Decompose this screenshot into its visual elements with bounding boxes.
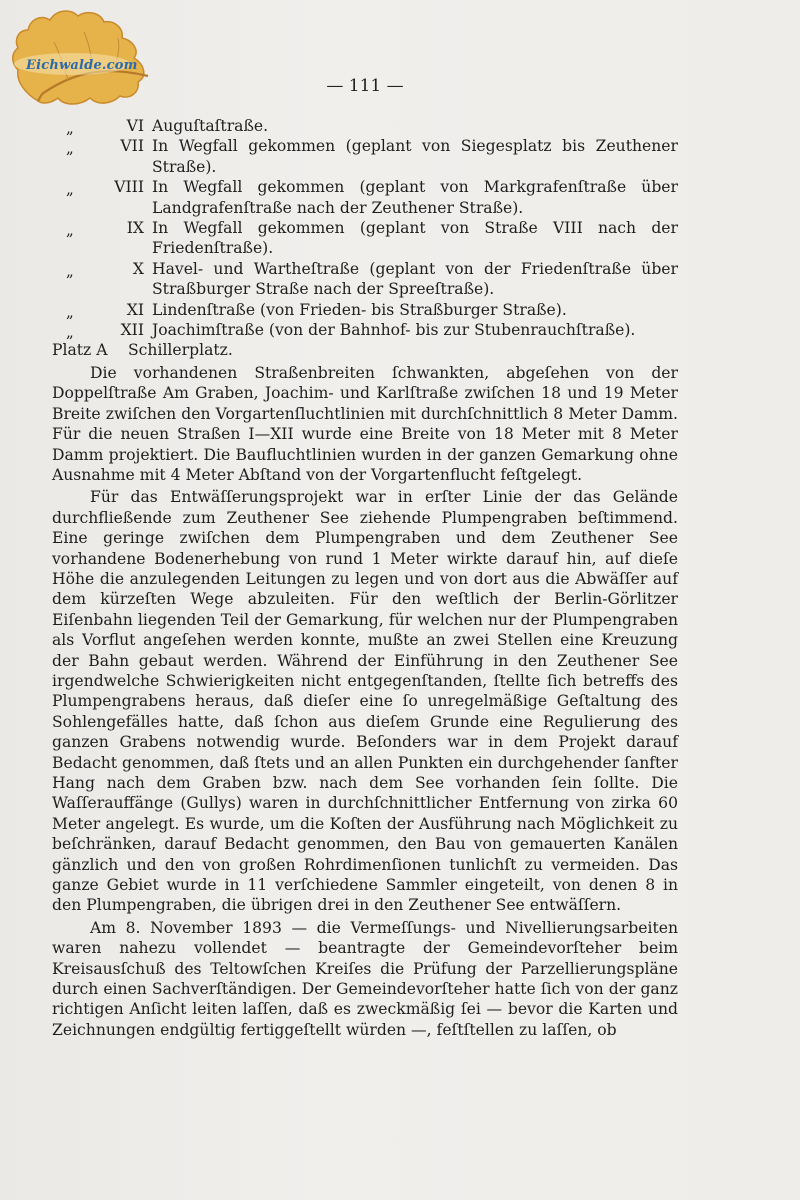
roman-numeral: X — [132, 259, 144, 278]
street-list-item — [52, 300, 678, 320]
item-text: Havel- und Wartheſtraße (geplant von der Friedenſtraße über Straßburger Straße nach der Spreeſtraße). — [152, 259, 678, 299]
item-text: Joachimſtraße (von der Bahnhof- bis zur Stubenrauchſtraße). — [152, 321, 636, 340]
item-text: Auguſtaſtraße. — [152, 117, 269, 135]
street-list-item — [52, 136, 678, 177]
street-list-item — [52, 259, 678, 300]
ditto-mark: „ — [66, 139, 74, 158]
square-entry — [52, 340, 678, 360]
ditto-mark: „ — [66, 323, 74, 342]
ditto-mark: „ — [66, 119, 74, 137]
street-list-item — [52, 218, 678, 259]
paragraph-street-widths: Die vorhandenen Straßenbreiten ſchwankten, abgeſehen von der Doppelſtraße Am Graben, Joachim- und Karlſtraße zwiſchen 18 und 19 Meter Breite zwiſchen den Vorgartenſluchtlinien mit durchſchnittlich 8 Meter Damm. Für die neuen Straßen I—XII wurde eine Breite von 18 Meter mit 8 Meter Damm projektiert. Die Baufluchtlinien wurden in der ganzen Gemarkung ohne Ausnahme mit 4 Meter Abſtand von der Vorgartenflucht feſtgelegt. — [52, 363, 678, 484]
item-text: Lindenſtraße (von Frieden- bis Straßburger Straße). — [152, 300, 567, 319]
ditto-mark: „ — [66, 261, 74, 280]
item-text: In Wegfall gekommen (geplant von Markgrafenſtraße über Landgrafenſtraße nach der Zeuthener Straße). — [152, 178, 678, 217]
street-list-item — [52, 177, 678, 218]
street-list-item — [52, 320, 678, 340]
square-name: Schillerplatz. — [128, 341, 233, 360]
street-list-item — [52, 116, 678, 136]
roman-numeral: VI — [126, 117, 144, 135]
item-text: In Wegfall gekommen (geplant von Siegesplatz bis Zeuthener Straße). — [152, 137, 678, 176]
roman-numeral: VIII — [114, 178, 144, 197]
roman-numeral: VII — [120, 137, 144, 156]
paragraph-survey-review: Am 8. November 1893 — die Vermeſſungs- und Nivellierungsarbeiten waren nahezu vollendet — beantragte der Gemeindevorſteher beim Kreisausſchuß des Teltowſchen Kreiſes die Prüfung der Parzellierungspläne durch einen Sachverſtändigen. Der Gemeindevorſteher hatte ſich von der ganz richtigen Anſicht leiten laſſen, daß es zweckmäßig ſei — bevor die Karten und Zeichnungen endgültig fertiggeſtellt würden —, feſtſtellen zu laſſen, ob — [52, 918, 678, 1039]
logo-text[interactable]: Eichwalde.com — [26, 58, 138, 73]
paragraph-drainage-project: Für das Entwäſſerungsprojekt war in erſter Linie der das Gelände durchfließende zum Zeuthener See ziehende Plumpengraben beſtimmend. Eine geringe zwiſchen dem Plumpengraben und dem Zeuthener See vorhandene Bodenerhebung von rund 1 Meter wirkte darauf hin, auf dieſe Höhe die anzulegenden Leitungen zu legen und von dort aus die Abwäſſer auf dem kürzeſten Wege abzuleiten. Für den weſtlich der Berlin-Görlitzer Eiſenbahn liegenden Teil der Gemarkung, für welchen nur der Plumpengraben als Vorflut angeſehen werden konnte, mußte an zwei Stellen eine Kreuzung der Bahn gebaut werden. Während der Einführung in den Zeuthener See irgendwelche Schwierigkeiten nicht entgegenſtanden, ſtellte ſich betreffs des Plumpengrabens heraus, daß dieſer eine ſo unregelmäßige Geſtaltung des Sohlengefälles hatte, daß ſchon aus dieſem Grunde eine Regulierung des ganzen Grabens notwendig wurde. Beſonders war in dem Projekt darauf Bedacht genommen, daß ſtets und an allen Punkten ein durchgehender ſanfter Hang nach dem Graben bzw. nach dem See vorhanden ſein ſollte. Die Waſſerauffänge (Gullys) waren in durchſchnittlicher Entfernung von zirka 60 Meter angelegt. Es wurde, um die Koſten der Ausführung nach Möglichkeit zu beſchränken, darauf Bedacht genommen, den Bau von gemauerten Kanälen gänzlich und den von großen Rohrdimenſionen tunlichſt zu vermeiden. Das ganze Gebiet wurde in 11 verſchiedene Sammler eingeteilt, von denen 8 in den Plumpengraben, die übrigen drei in den Zeuthener See entwäſſern. — [52, 488, 678, 915]
ditto-mark: „ — [66, 180, 74, 199]
item-text: In Wegfall gekommen (geplant von Straße VIII nach der Friedenſtraße). — [152, 219, 678, 258]
ditto-mark: „ — [66, 302, 74, 321]
page-body — [52, 116, 678, 1040]
roman-numeral: XI — [126, 300, 144, 319]
roman-numeral: XII — [120, 321, 144, 340]
square-label: Platz A — [52, 341, 108, 360]
ditto-mark: „ — [66, 221, 74, 240]
page-number: — 111 — — [326, 76, 404, 96]
roman-numeral: IX — [126, 219, 144, 238]
